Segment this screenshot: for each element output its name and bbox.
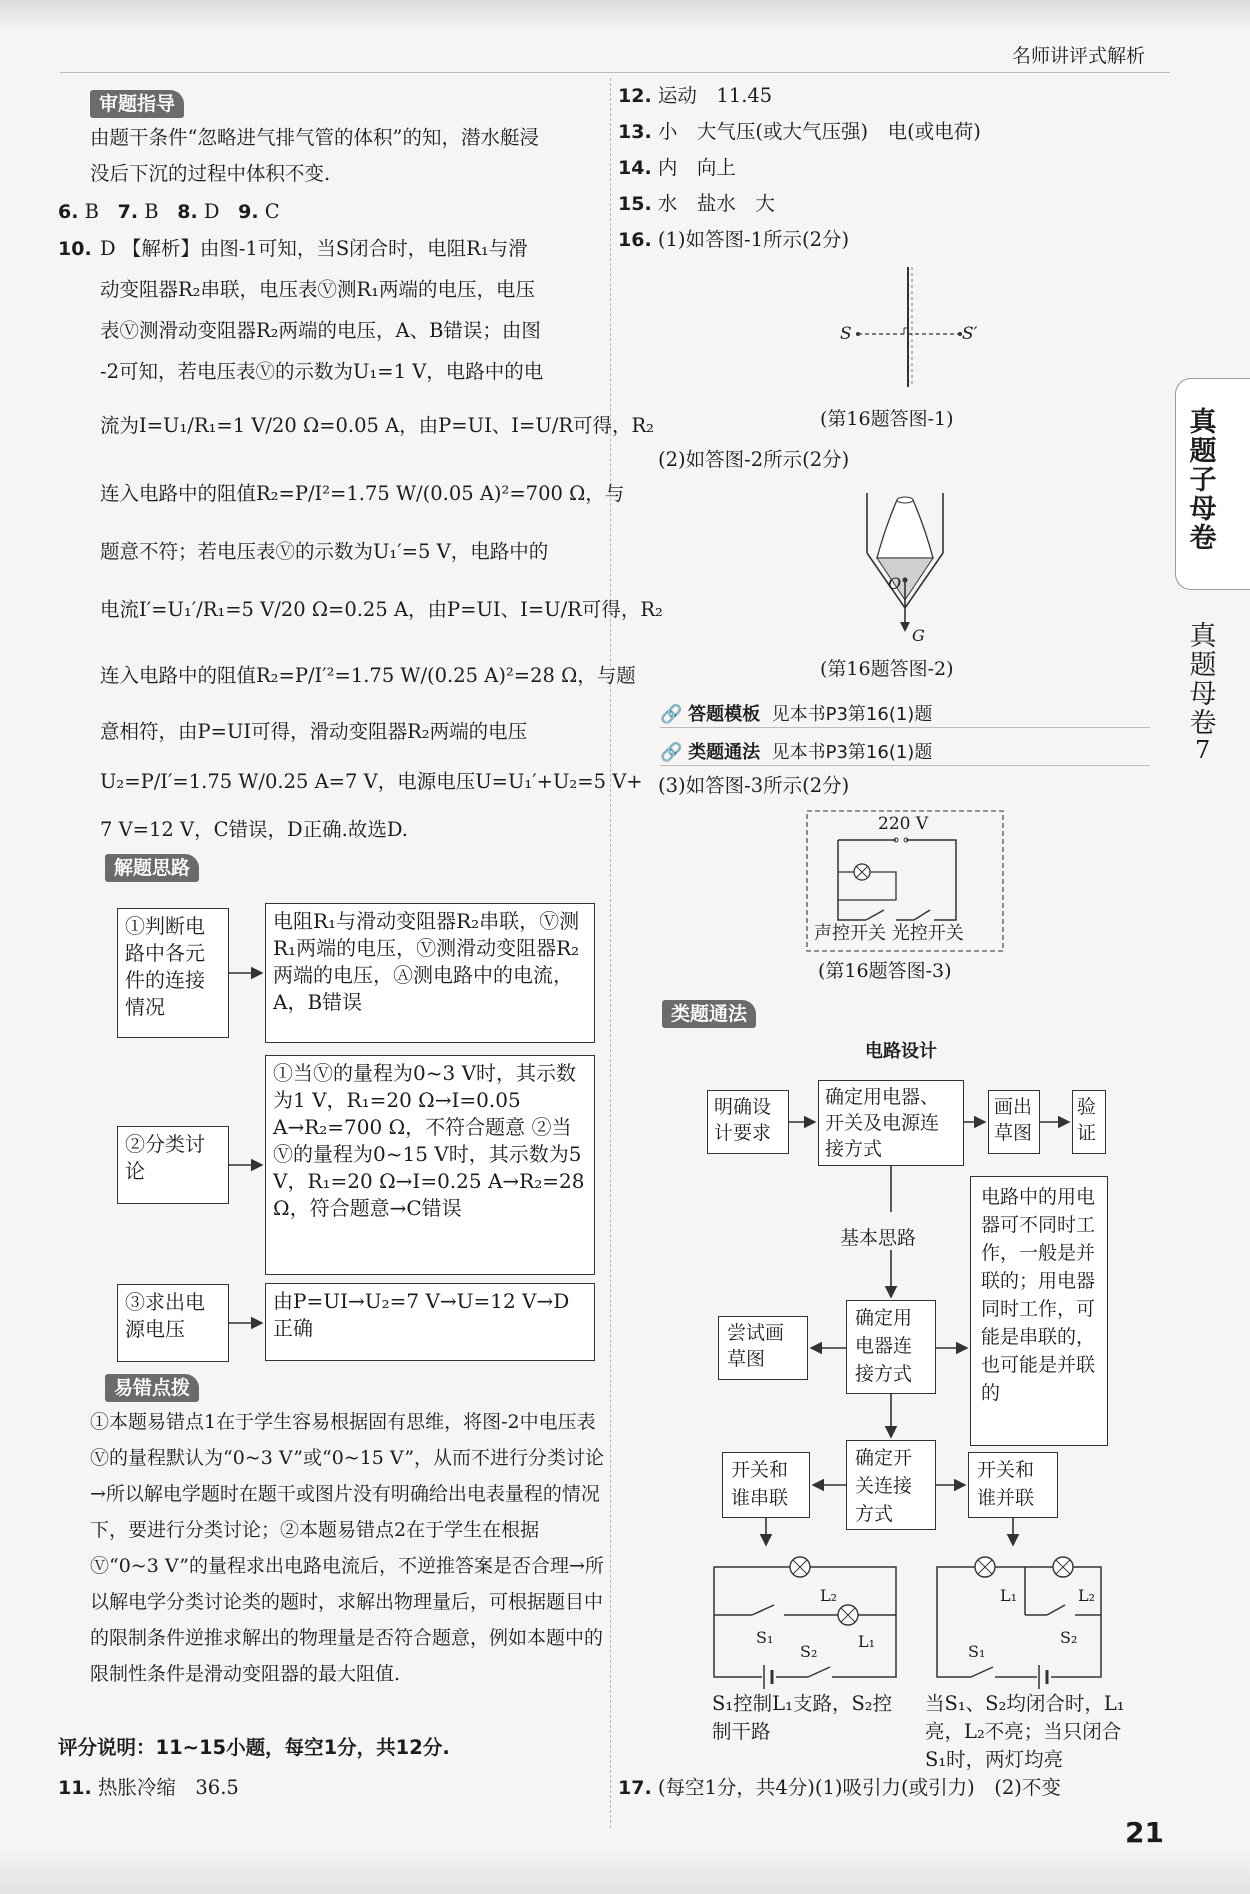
q14-number: 14.: [618, 157, 652, 179]
footer-bar: [0, 1842, 1250, 1894]
q16-p2: (2)如答图-2所示(2分): [658, 448, 850, 471]
mistake-text: ①本题易错点1在于学生容易根据固有思维，将图-2中电压表Ⓥ的量程默认为“0~3 V”或“0~15 V”，从而不进行分类讨论→所以解电学题时在题干或图片没有明确给出电表量程的情况下，要进行分类讨论；②本题易错点2在于学生在根据Ⓥ“0~3 V”的量程求出电路电流后，不逆推答案是否合理→所以解电学分类讨论类的题时，求解出物理量后，可根据题目中的限制条件逆推求解出的物理量是否符合题意，例如本题中的限制性条件是滑动变阻器的最大阻值.: [90, 1411, 605, 1685]
q8-number: 8.: [177, 201, 198, 223]
q15-answer: 水 盐水 大: [657, 192, 775, 215]
q6-number: 6.: [58, 201, 79, 223]
q12-number: 12.: [618, 85, 652, 107]
q8-answer: D: [203, 200, 220, 223]
design-b5: 尝试画草图: [718, 1316, 808, 1380]
q17-answer: (每空1分，共4分)(1)吸引力(或引力) (2)不变: [657, 1776, 1061, 1799]
fig3-voltage: 220 V: [878, 814, 929, 834]
fig2-G: G: [912, 626, 925, 645]
q10-line: 电流I′=U₁′/R₁=5 V/20 Ω=0.25 A，由P=UI、I=U/R可得，R₂: [100, 598, 663, 621]
circuit-1-note: S₁控制L₁支路，S₂控制干路: [712, 1692, 893, 1743]
design-b9: 开关和谁并联: [968, 1452, 1058, 1518]
flow-left-1: ①判断电路中各元件的连接情况: [117, 908, 229, 1038]
ref2-label: 类题通法: [688, 742, 761, 763]
shenti-line-2: 没后下沉的过程中体积不变.: [90, 162, 331, 185]
c2-S1: S₁: [968, 1642, 986, 1661]
design-b8: 确定开关连接方式: [846, 1440, 936, 1530]
design-title: 电路设计: [865, 1041, 937, 1062]
q11-number: 11.: [58, 1777, 92, 1799]
q10-line: 连入电路中的阻值R₂=P/I²=1.75 W/(0.05 A)²=700 Ω，与: [100, 482, 625, 505]
design-b3: 画出草图: [988, 1090, 1040, 1154]
q10-line: U₂=P/I′=1.75 W/0.25 A=7 V，电源电压U=U₁′+U₂=5 V+: [100, 770, 643, 793]
caption-16-3: (第16题答图-3): [818, 960, 952, 982]
q13-answer: 小 大气压(或大气压强) 电(或电荷): [657, 120, 981, 143]
q13-number: 13.: [618, 121, 652, 143]
side-tab-inactive-label[interactable]: 真题母卷: [1189, 621, 1217, 739]
fig1-S-image: S′: [962, 324, 978, 344]
q17: [618, 1776, 1061, 1800]
c2-S2: S₂: [1060, 1628, 1078, 1647]
tag-yicuo: 易错点拨: [105, 1374, 199, 1402]
fig2-O: O: [888, 574, 902, 593]
q10-line: 流为I=U₁/R₁=1 V/20 Ω=0.05 A，由P=UI、I=U/R可得，R₂: [100, 414, 654, 437]
q6-answer: B: [84, 200, 99, 223]
fig1-S: S: [840, 324, 852, 344]
q10-line: 表Ⓥ测滑动变阻器R₂两端的电压，A、B错误；由图: [100, 319, 541, 342]
q12-answer: 运动 11.45: [657, 84, 773, 107]
flow-right-3: 由P=UI→U₂=7 V→U=12 V→D正确: [265, 1283, 595, 1361]
flow-left-3: ③求出电源电压: [117, 1284, 229, 1362]
flow-right-2: ①当Ⓥ的量程为0~3 V时，其示数为1 V，R₁=20 Ω→I=0.05 A→R₂=700 Ω，不符合题意 ②当Ⓥ的量程为0~15 V时，其示数为5 V，R₁=20 Ω→I=0.25 A→R₂=28 Ω，符合题意→C错误: [265, 1055, 595, 1275]
fig3-switches: 声控开关 光控开关: [814, 923, 964, 944]
q10-line: D 【解析】由图-1可知，当S闭合时，电阻R₁与滑: [100, 237, 528, 260]
tag-leiti: 类题通法: [662, 1000, 756, 1028]
q10-number: 10.: [58, 238, 92, 260]
caption-16-2: (第16题答图-2): [820, 658, 954, 680]
link-icon: 🔗: [660, 742, 683, 763]
flow-left-2: ②分类讨论: [117, 1126, 229, 1204]
page-number: 21: [1125, 1816, 1164, 1849]
tag-shentizhidao: 审题指导: [90, 90, 184, 118]
c2-L2: L₂: [1078, 1586, 1096, 1605]
design-b2: 确定用电器、开关及电源连接方式: [818, 1080, 964, 1166]
q10-line: -2可知，若电压表Ⓥ的示数为U₁=1 V，电路中的电: [100, 360, 544, 383]
link-icon: 🔗: [660, 704, 683, 725]
ref1-text: 见本书P3第16(1)题: [771, 704, 933, 725]
q15-number: 15.: [618, 193, 652, 215]
c2-L1: L₁: [1000, 1586, 1018, 1605]
design-note: 电路中的用电器可不同时工作，一般是并联的；用电器同时工作，可能是串联的，也可能是并联的: [970, 1176, 1108, 1446]
q10-line: 连入电路中的阻值R₂=P/I′²=1.75 W/(0.25 A)²=28 Ω，与题: [100, 664, 636, 687]
q17-number: 17.: [618, 1777, 652, 1799]
q16-number: 16.: [618, 229, 652, 251]
caption-16-1: (第16题答图-1): [820, 408, 954, 430]
q7-answer: B: [144, 200, 159, 223]
q10-line: 题意不符；若电压表Ⓥ的示数为U₁′=5 V，电路中的: [100, 540, 549, 563]
q10-line: 意相符，由P=UI可得，滑动变阻器R₂两端的电压: [100, 720, 528, 743]
q10-line: 7 V=12 V，C错误，D正确.故选D.: [100, 818, 409, 841]
circuit-2: [925, 1555, 1115, 1695]
c1-L2: L₂: [820, 1586, 838, 1605]
design-basic: 基本思路: [840, 1227, 917, 1249]
shenti-line-1: 由题干条件“忽略进气排气管的体积”的知，潜水艇浸: [90, 126, 539, 149]
c1-S1: S₁: [756, 1628, 774, 1647]
q11-answer: 热胀冷缩 36.5: [97, 1776, 239, 1799]
q10-line: 动变阻器R₂串联，电压表Ⓥ测R₁两端的电压，电压: [100, 278, 535, 301]
scoring-note: 评分说明：11~15小题，每空1分，共12分.: [58, 1736, 450, 1759]
side-tab-active-label: 真题子母卷: [1189, 407, 1217, 554]
q9-number: 9.: [238, 201, 259, 223]
ref1-label: 答题模板: [688, 704, 761, 725]
header-title: 名师讲评式解析: [1012, 45, 1146, 67]
design-b1: 明确设计要求: [707, 1090, 789, 1154]
design-b4: 验证: [1072, 1090, 1106, 1154]
tag-jieti: 解题思路: [105, 854, 199, 882]
q9-answer: C: [264, 200, 280, 223]
c1-S2: S₂: [800, 1642, 818, 1661]
q16-p3: (3)如答图-3所示(2分): [658, 774, 850, 797]
design-b7: 开关和谁串联: [722, 1452, 810, 1518]
q7-number: 7.: [117, 201, 139, 223]
q16-p1: (1)如答图-1所示(2分): [657, 228, 850, 251]
circuit-2-note: 当S₁、S₂均闭合时，L₁亮，L₂不亮；当只闭合S₁时，两灯均亮: [925, 1692, 1125, 1771]
q14-answer: 内 向上: [657, 156, 736, 179]
circuit-1: [712, 1555, 902, 1695]
ref2-text: 见本书P3第16(1)题: [771, 742, 933, 763]
c1-L1: L₁: [858, 1632, 876, 1651]
design-b6: 确定用电器连接方式: [846, 1300, 936, 1394]
flow-right-1: 电阻R₁与滑动变阻器R₂串联，Ⓥ测R₁两端的电压，Ⓥ测滑动变阻器R₂两端的电压，Ⓐ测电路中的电流，A，B错误: [265, 903, 595, 1043]
side-tab-number: 7: [1195, 736, 1211, 764]
